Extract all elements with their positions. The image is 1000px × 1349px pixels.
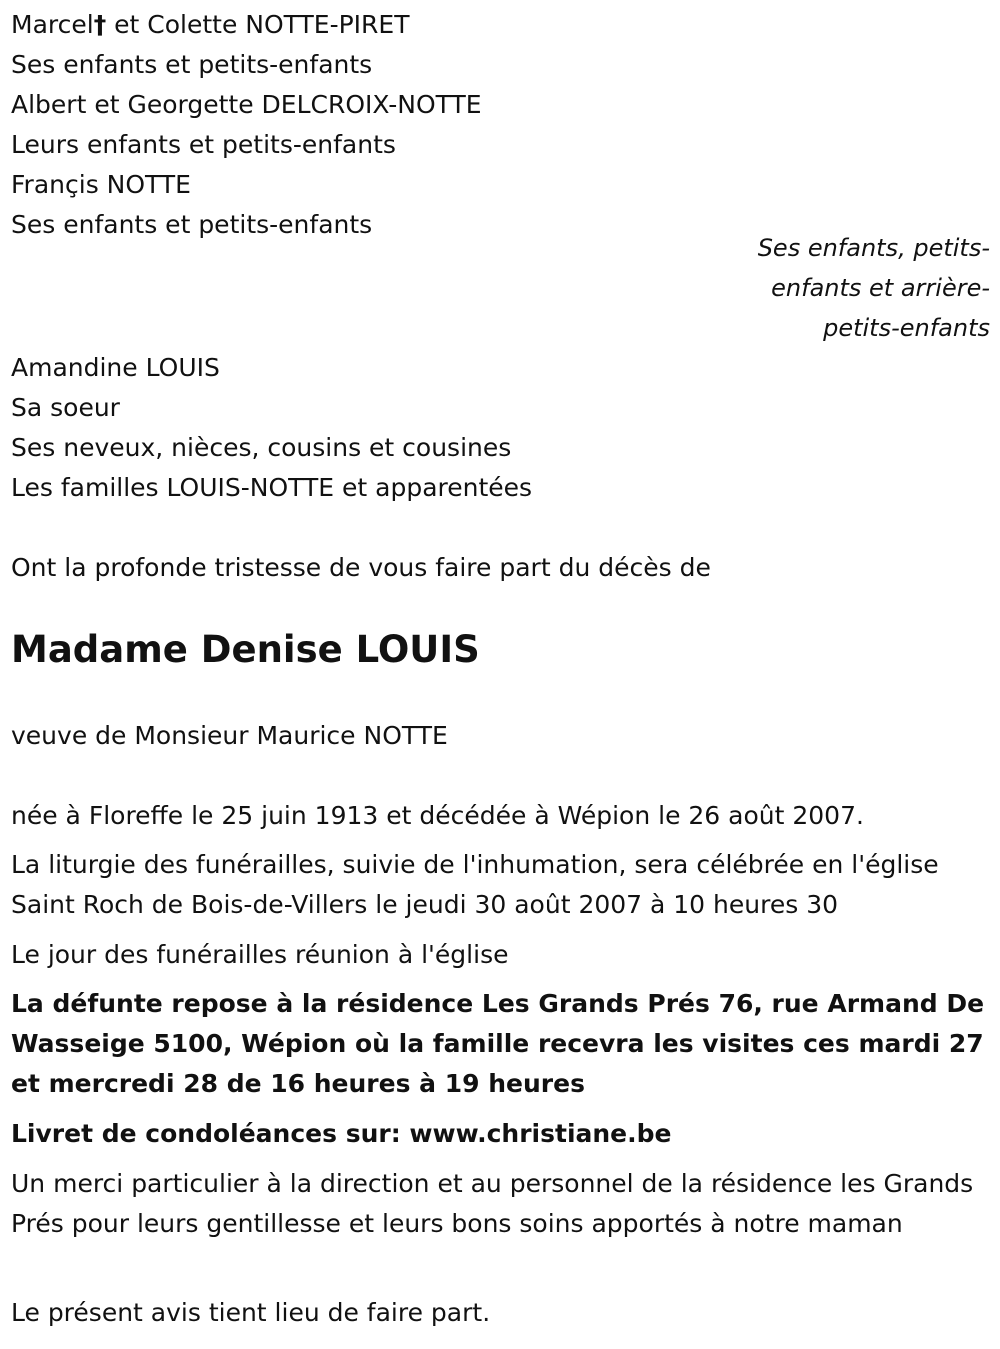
announcement-text: Ont la profonde tristesse de vous faire part du décès de xyxy=(11,553,711,582)
family-line-6: Ses enfants et petits-enfants xyxy=(11,210,373,239)
closing-text: Le présent avis tient lieu de faire part. xyxy=(11,1298,491,1327)
family-line-4: Leurs enfants et petits-enfants xyxy=(11,130,396,159)
family-line-5: Françis NOTTE xyxy=(11,170,191,199)
widow-of-text: veuve de Monsieur Maurice NOTTE xyxy=(11,721,448,750)
family-line-10: Les familles LOUIS-NOTTE et apparentées xyxy=(11,473,533,502)
condolences-text: Livret de condoléances sur: www.christiane.be xyxy=(11,1119,672,1148)
family-name-marcel: Marcel xyxy=(11,10,94,39)
deceased-name: Madame Denise LOUIS xyxy=(11,628,480,671)
right-note-line-1: Ses enfants, petits- xyxy=(757,234,990,262)
meeting-text: Le jour des funérailles réunion à l'église xyxy=(11,940,509,969)
family-line-7: Amandine LOUIS xyxy=(11,353,220,382)
family-name-colette: et Colette NOTTE-PIRET xyxy=(106,10,410,39)
family-line-9: Ses neveux, nièces, cousins et cousines xyxy=(11,433,512,462)
liturgy-text: La liturgie des funérailles, suivie de l'inhumation, sera célébrée en l'église Saint Roch de Bois-de-Villers le jeudi 30 août 2007 à 10 heures 30 xyxy=(11,850,939,919)
birth-death-text: née à Floreffe le 25 juin 1913 et décédée à Wépion le 26 août 2007. xyxy=(11,801,864,830)
repose-text: La défunte repose à la résidence Les Grands Prés 76, rue Armand De Wasseige 5100, Wépion où la famille recevra les visites ces mardi 27 et mercredi 28 de 16 heures à 19 heures xyxy=(11,989,985,1098)
family-line-2: Ses enfants et petits-enfants xyxy=(11,50,373,79)
right-note-line-3: petits-enfants xyxy=(823,314,990,342)
family-line-3: Albert et Georgette DELCROIX-NOTTE xyxy=(11,90,482,119)
family-line-8: Sa soeur xyxy=(11,393,120,422)
cross-icon: † xyxy=(93,10,107,39)
right-note-line-2: enfants et arrière- xyxy=(771,274,990,302)
family-line-1 xyxy=(11,5,409,45)
thanks-text: Un merci particulier à la direction et au personnel de la résidence les Grands Prés pour leurs gentillesse et leurs bons soins apportés à notre maman xyxy=(11,1169,974,1238)
